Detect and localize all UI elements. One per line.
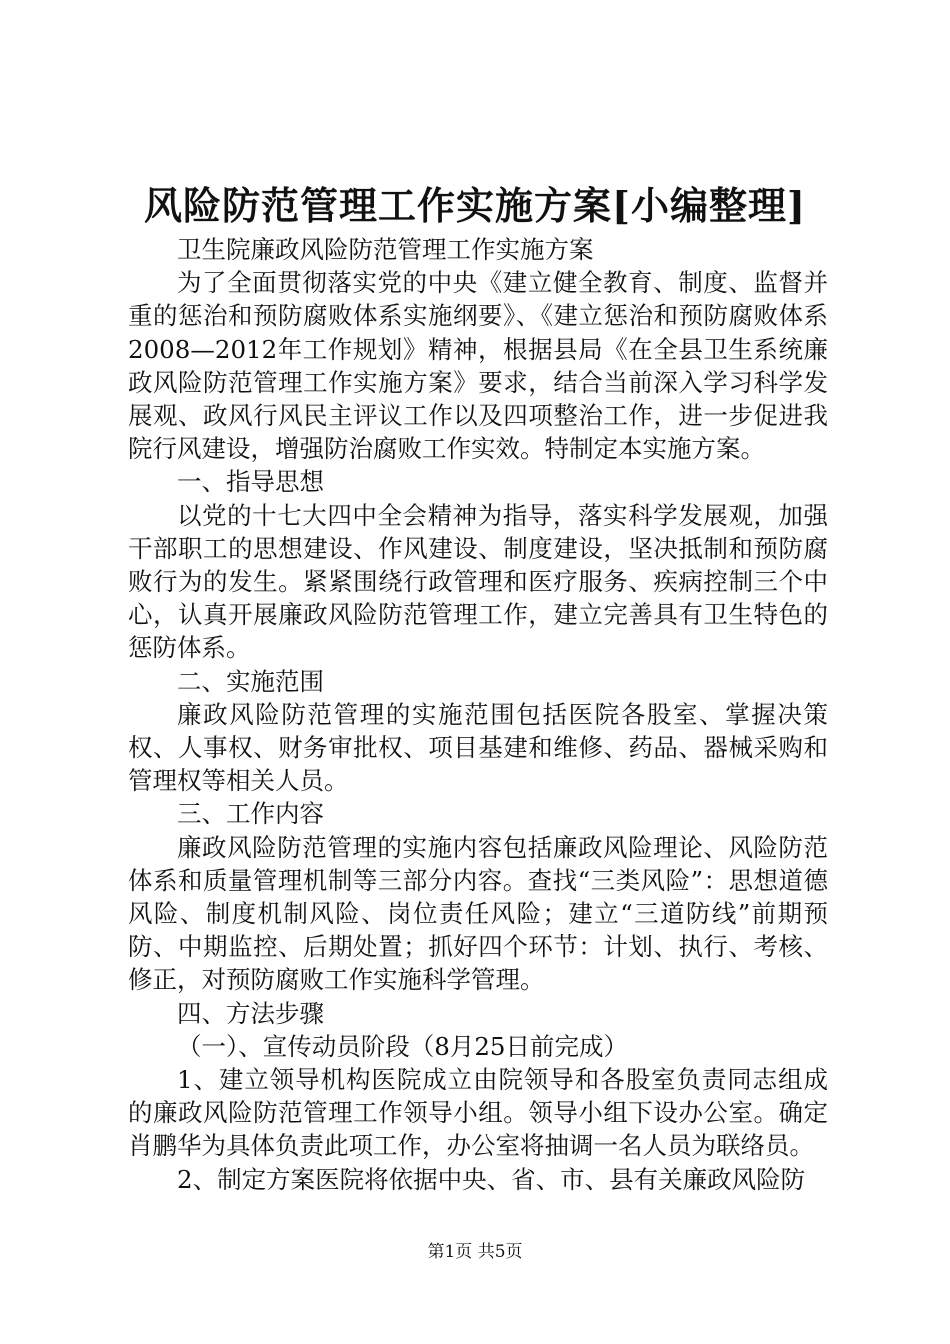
step-2-paragraph: 2、制定方案医院将依据中央、省、市、县有关廉政风险防 [177, 1164, 806, 1194]
work-content-paragraph: 廉政风险防范管理的实施内容包括廉政风险理论、风险防范体系和质量管理机制等三部分内容。查找“三类风险”：思想道德风险、制度机制风险、岗位责任风险；建立“三道防线”前期预防、中期监控、后期处置；抓好四个环节：计划、执行、考核、修正，对预防腐败工作实施科学管理。 [128, 832, 828, 995]
section-heading-scope: 二、实施范围 [177, 666, 324, 696]
intro-paragraph: 为了全面贯彻落实党的中央《建立健全教育、制度、监督并重的惩治和预防腐败体系实施纲要》、《建立惩治和预防腐败体系2008—2012年工作规划》精神，根据县局《在全县卫生系统廉政风险防范管理工作实施方案》要求，结合当前深入学习科学发展观、政风行风民主评议工作以及四项整治工作，进一步促进我院行风建设，增强防治腐败工作实效。特制定本实施方案。 [128, 268, 828, 464]
section-heading-method-steps: 四、方法步骤 [177, 998, 324, 1028]
subsection-heading-mobilization: （一）、宣传动员阶段（8月25日前完成） [177, 1031, 629, 1061]
document-subtitle: 卫生院廉政风险防范管理工作实施方案 [177, 235, 594, 264]
section-heading-guiding-thought: 一、指导思想 [177, 467, 324, 497]
step-1-paragraph: 1、建立领导机构医院成立由院领导和各股室负责同志组成的廉政风险防范管理工作领导小组。领导小组下设办公室。确定肖鹏华为具体负责此项工作，办公室将抽调一名人员为联络员。 [128, 1065, 828, 1161]
section-heading-work-content: 三、工作内容 [177, 799, 324, 829]
scope-paragraph: 廉政风险防范管理的实施范围包括医院各股室、掌握决策权、人事权、财务审批权、项目基建和维修、药品、器械采购和管理权等相关人员。 [128, 699, 828, 796]
guiding-thought-paragraph: 以党的十七大四中全会精神为指导，落实科学发展观，加强干部职工的思想建设、作风建设、制度建设，坚决抵制和预防腐败行为的发生。紧紧围绕行政管理和医疗服务、疾病控制三个中心，认真开展廉政风险防范管理工作，建立完善具有卫生特色的惩防体系。 [128, 500, 828, 663]
page-number-footer: 第1页 共5页 [427, 1242, 523, 1262]
document-title: 风险防范管理工作实施方案[小编整理] [144, 183, 806, 228]
document-body [128, 233, 828, 1196]
